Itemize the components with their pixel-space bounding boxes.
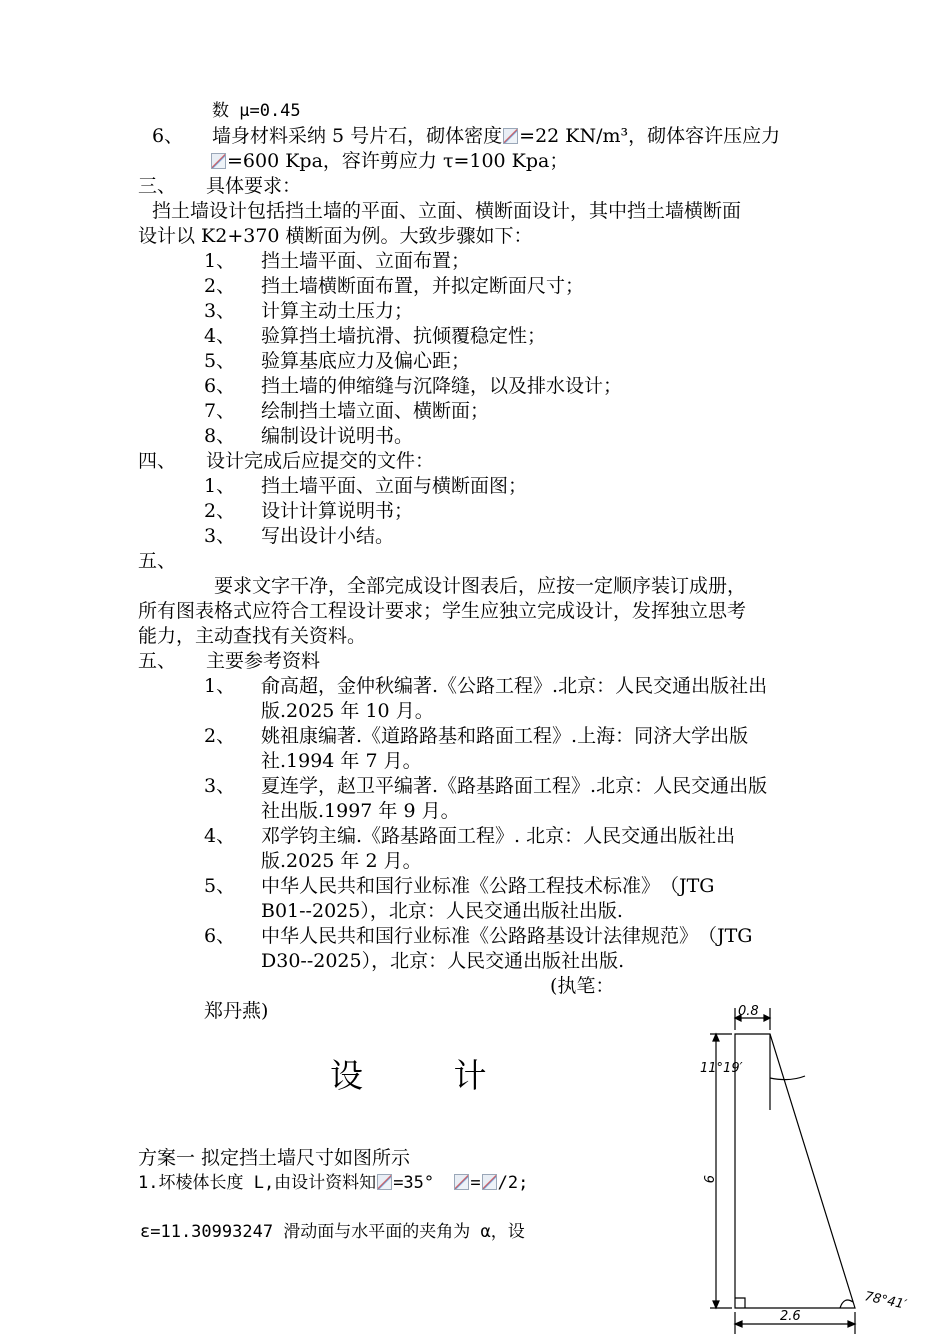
section-heading: 设计完成后应提交的文件： — [206, 450, 435, 472]
reference-text: 邓学钧主编.《路基路面工程》. 北京：人民交通出版社出 — [261, 825, 736, 847]
calc-line — [138, 1171, 528, 1195]
paragraph-line: 所有图表格式应符合工程设计要求；学生应独立完成设计，发挥独立思考 — [138, 600, 747, 622]
paragraph-line: 能力，主动查找有关资料。 — [138, 625, 367, 647]
step-number: 5、 — [204, 350, 236, 372]
dimension-bottom-width: 2.6 — [780, 1309, 801, 1324]
reference-text-cont: 社出版.1997 年 9 月。 — [261, 800, 460, 822]
step-number: 1、 — [204, 250, 236, 272]
calc-line: ε=11.30993247 滑动面与水平面的夹角为 α，设 — [140, 1222, 525, 1242]
paragraph-line: 挡土墙设计包括挡土墙的平面、立面、横断面设计，其中挡土墙横断面 — [152, 200, 742, 222]
step-number: 7、 — [204, 400, 236, 422]
step-text: 验算挡土墙抗滑、抗倾覆稳定性； — [261, 325, 547, 347]
section-number: 三、 — [138, 175, 177, 197]
section-heading: 主要参考资料 — [206, 650, 321, 672]
reference-text-cont: D30--2025），北京：人民交通出版社出版. — [261, 950, 625, 972]
reference-number: 3、 — [204, 775, 236, 797]
step-number: 8、 — [204, 425, 236, 447]
file-text: 设计计算说明书； — [261, 500, 414, 522]
text-span: = — [470, 1173, 481, 1193]
broken-image-icon — [482, 1174, 497, 1190]
step-text: 验算基底应力及偏心距； — [261, 350, 471, 372]
section-number: 五、 — [138, 650, 177, 672]
design-title: 设 计 — [330, 1056, 527, 1095]
reference-text-cont: 版.2025 年 10 月。 — [261, 700, 434, 722]
step-text: 绘制挡土墙立面、横断面； — [261, 400, 490, 422]
broken-image-icon — [454, 1174, 469, 1190]
step-text: 编制设计说明书。 — [261, 425, 414, 447]
step-number: 2、 — [204, 275, 236, 297]
broken-image-icon — [211, 153, 226, 169]
broken-image-icon — [503, 128, 518, 144]
text-span: =600 Kpa，容许剪应力 τ=100 Kpa； — [227, 150, 569, 172]
text-span: =22 KN/m³，砌体容许压应力 — [519, 125, 781, 147]
paragraph-line: 要求文字干净，全部完成设计图表后，应按一定顺序装订成册， — [214, 575, 747, 597]
reference-number: 4、 — [204, 825, 236, 847]
wall-outline — [735, 1034, 855, 1308]
reference-number: 6、 — [204, 925, 236, 947]
text-line — [212, 124, 780, 148]
broken-image-icon — [377, 1174, 392, 1190]
section-heading: 具体要求： — [206, 175, 302, 197]
reference-text-cont: 版.2025 年 2 月。 — [261, 850, 422, 872]
reference-text: 夏连学，赵卫平编著.《路基路面工程》.北京：人民交通出版 — [261, 775, 768, 797]
step-text: 挡土墙横断面布置，并拟定断面尺寸； — [261, 275, 585, 297]
list-number: 6、 — [152, 125, 184, 147]
step-number: 3、 — [204, 300, 236, 322]
file-text: 挡土墙平面、立面与横断面图； — [261, 475, 528, 497]
section-number: 四、 — [138, 450, 177, 472]
reference-text-cont: 社.1994 年 7 月。 — [261, 750, 422, 772]
file-number: 1、 — [204, 475, 236, 497]
reference-text: 中华人民共和国行业标准《公路路基设计法律规范》 （JTG — [261, 925, 753, 947]
author-name: 郑丹燕) — [204, 1000, 269, 1022]
step-text: 挡土墙平面、立面布置； — [261, 250, 471, 272]
dimension-top-width: 0.8 — [738, 1004, 759, 1019]
reference-text: 姚祖康编著.《道路路基和路面工程》.上海：同济大学出版 — [261, 725, 749, 747]
text-span: =35° — [393, 1173, 435, 1193]
file-text: 写出设计小结。 — [261, 525, 395, 547]
step-text: 计算主动土压力； — [261, 300, 414, 322]
retaining-wall-diagram — [690, 1000, 940, 1340]
text-span: 1.坏棱体长度 L,由设计资料知 — [138, 1173, 377, 1193]
reference-text: 中华人民共和国行业标准《公路工程技术标准》 （JTG — [261, 875, 715, 897]
paragraph-line: 设计以 K2+370 横断面为例。大致步骤如下： — [138, 225, 533, 247]
section-number: 五、 — [138, 550, 177, 572]
angle-bottom-label: 78°41′ — [863, 1289, 908, 1313]
right-angle-mark — [735, 1298, 745, 1308]
text-line — [210, 149, 568, 173]
file-number: 2、 — [204, 500, 236, 522]
step-number: 4、 — [204, 325, 236, 347]
text-span: 墙身材料采纳 5 号片石，砌体密度 — [212, 125, 503, 147]
reference-text: 俞高超，金仲秋编著.《公路工程》.北京：人民交通出版社出 — [261, 675, 768, 697]
plan-heading: 方案一 拟定挡土墙尺寸如图所示 — [138, 1147, 411, 1169]
dimension-height: 9 — [700, 1175, 715, 1184]
reference-number: 1、 — [204, 675, 236, 697]
angle-top-label: 11°19′ — [700, 1061, 743, 1076]
reference-number: 5、 — [204, 875, 236, 897]
text-span: /2; — [497, 1173, 529, 1193]
author-line: (执笔： — [550, 975, 615, 997]
file-number: 3、 — [204, 525, 236, 547]
reference-text-cont: B01--2025），北京：人民交通出版社出版. — [261, 900, 623, 922]
step-text: 挡土墙的伸缩缝与沉降缝，以及排水设计； — [261, 375, 623, 397]
reference-number: 2、 — [204, 725, 236, 747]
text-line: 数 μ=0.45 — [212, 101, 301, 121]
step-number: 6、 — [204, 375, 236, 397]
